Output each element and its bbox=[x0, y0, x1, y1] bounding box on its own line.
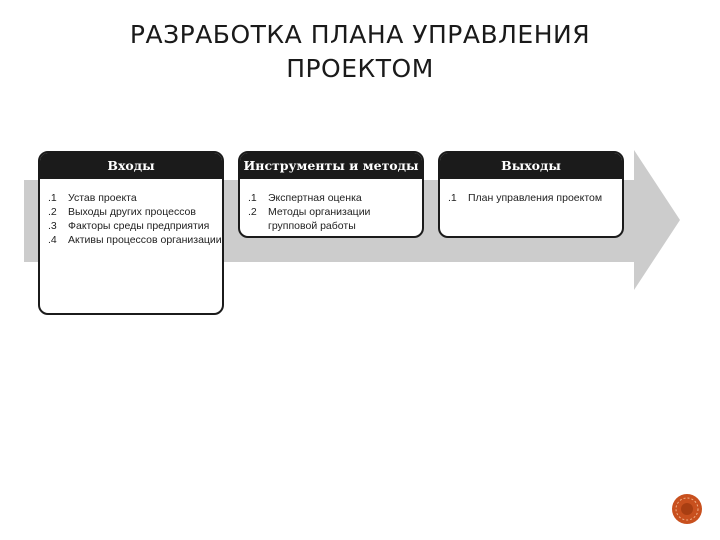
orange-emblem-icon bbox=[671, 493, 703, 525]
item-text: Устав проекта bbox=[68, 192, 137, 204]
outputs-header: Выходы bbox=[440, 153, 622, 179]
list-item bbox=[248, 191, 422, 205]
item-number: .2 bbox=[248, 206, 257, 218]
item-text: Методы организации групповой работы bbox=[268, 206, 371, 232]
item-number: .4 bbox=[48, 234, 57, 246]
item-text: План управления проектом bbox=[468, 192, 603, 204]
list-item bbox=[48, 191, 222, 205]
item-text: Выходы других процессов bbox=[68, 206, 196, 218]
item-number: .3 bbox=[48, 220, 57, 232]
list-item bbox=[48, 233, 222, 247]
tools-box bbox=[238, 151, 424, 238]
item-text: Факторы среды предприятия bbox=[68, 220, 210, 232]
inputs-box bbox=[38, 151, 224, 315]
item-number: .1 bbox=[248, 192, 257, 204]
list-item bbox=[48, 219, 222, 233]
item-text: Экспертная оценка bbox=[268, 192, 362, 204]
list-item bbox=[448, 191, 622, 205]
list-item bbox=[48, 205, 222, 219]
outputs-box bbox=[438, 151, 624, 238]
tools-header: Инструменты и методы bbox=[240, 153, 422, 179]
inputs-list bbox=[40, 179, 222, 247]
item-text: Активы процессов организации bbox=[68, 234, 222, 246]
item-number: .1 bbox=[448, 192, 457, 204]
item-number: .2 bbox=[48, 206, 57, 218]
outputs-list bbox=[440, 179, 622, 205]
item-number: .1 bbox=[48, 192, 57, 204]
list-item bbox=[248, 205, 422, 233]
slide-title: РАЗРАБОТКА ПЛАНА УПРАВЛЕНИЯ ПРОЕКТОМ bbox=[129, 20, 591, 83]
tools-list bbox=[240, 179, 422, 233]
inputs-header: Входы bbox=[40, 153, 222, 179]
